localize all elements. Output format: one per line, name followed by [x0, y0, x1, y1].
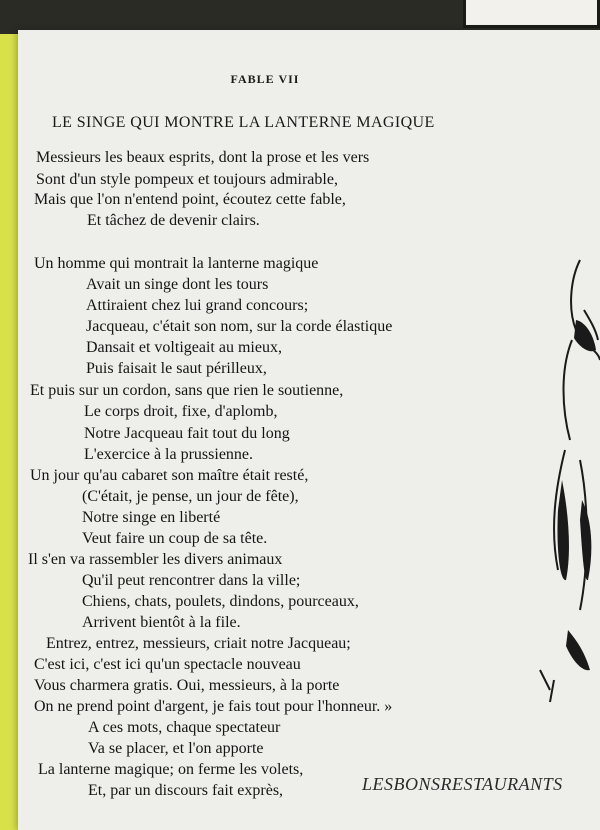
verse-line: (C'était, je pense, un jour de fête), [82, 488, 299, 505]
watermark-text: LESBONSRESTAURANTS [362, 774, 563, 794]
verse-line: Attiraient chez lui grand concours; [86, 297, 309, 314]
verse-line: Sont d'un style pompeux et toujours admirable, [36, 171, 338, 188]
verse-line: Avait un singe dont les tours [86, 276, 269, 293]
fable-number: FABLE VII [230, 72, 300, 86]
verse-line: Le corps droit, fixe, d'aplomb, [84, 403, 278, 420]
verse-line: Il s'en va rassembler les divers animaux [28, 551, 283, 568]
verse-line: Mais que l'on n'entend point, écoutez cette fable, [34, 191, 346, 208]
verse-line: Vous charmera gratis. Oui, messieurs, à la porte [34, 677, 340, 694]
verse-line: Et tâchez de devenir clairs. [87, 212, 260, 229]
verse-line: L'exercice à la prussienne. [84, 446, 254, 463]
verse-line: Notre Jacqueau fait tout du long [84, 425, 290, 442]
verse-line: Va se placer, et l'on apporte [88, 740, 264, 757]
verse-line: Qu'il peut rencontrer dans la ville; [82, 572, 301, 589]
verse-line: Chiens, chats, poulets, dindons, pourceaux, [82, 593, 359, 610]
verse-line: Entrez, entrez, messieurs, criait notre Jacqueau; [46, 635, 351, 652]
verse-line: Notre singe en liberté [82, 509, 221, 526]
verse-line: Puis faisait le saut périlleux, [86, 360, 267, 377]
verse-line: Et puis sur un cordon, sans que rien le soutienne, [30, 382, 344, 399]
verse-line: C'est ici, c'est ici qu'un spectacle nouveau [34, 656, 301, 673]
verse-line: Messieurs les beaux esprits, dont la prose et les vers [36, 149, 370, 166]
verse-line: Arrivent bientôt à la file. [82, 614, 241, 631]
verse-line: Et, par un discours fait exprès, [88, 782, 284, 799]
monkey-engraving-illustration [510, 250, 600, 720]
fable-title: LE SINGE QUI MONTRE LA LANTERNE MAGIQUE [52, 114, 435, 131]
verse-line: Dansait et voltigeait au mieux, [86, 339, 282, 356]
verse-line: On ne prend point d'argent, je fais tout pour l'honneur. » [34, 698, 393, 715]
verse-line: A ces mots, chaque spectateur [88, 719, 281, 736]
verse-line: Un jour qu'au cabaret son maître était resté, [30, 467, 309, 484]
verse-line: Un homme qui montrait la lanterne magique [34, 255, 319, 272]
picture-frame-edge [463, 0, 600, 28]
verse-line: La lanterne magique; on ferme les volets, [38, 761, 304, 778]
verse-line: Veut faire un coup de sa tête. [82, 530, 268, 547]
verse-line: Jacqueau, c'était son nom, sur la corde élastique [86, 318, 393, 335]
